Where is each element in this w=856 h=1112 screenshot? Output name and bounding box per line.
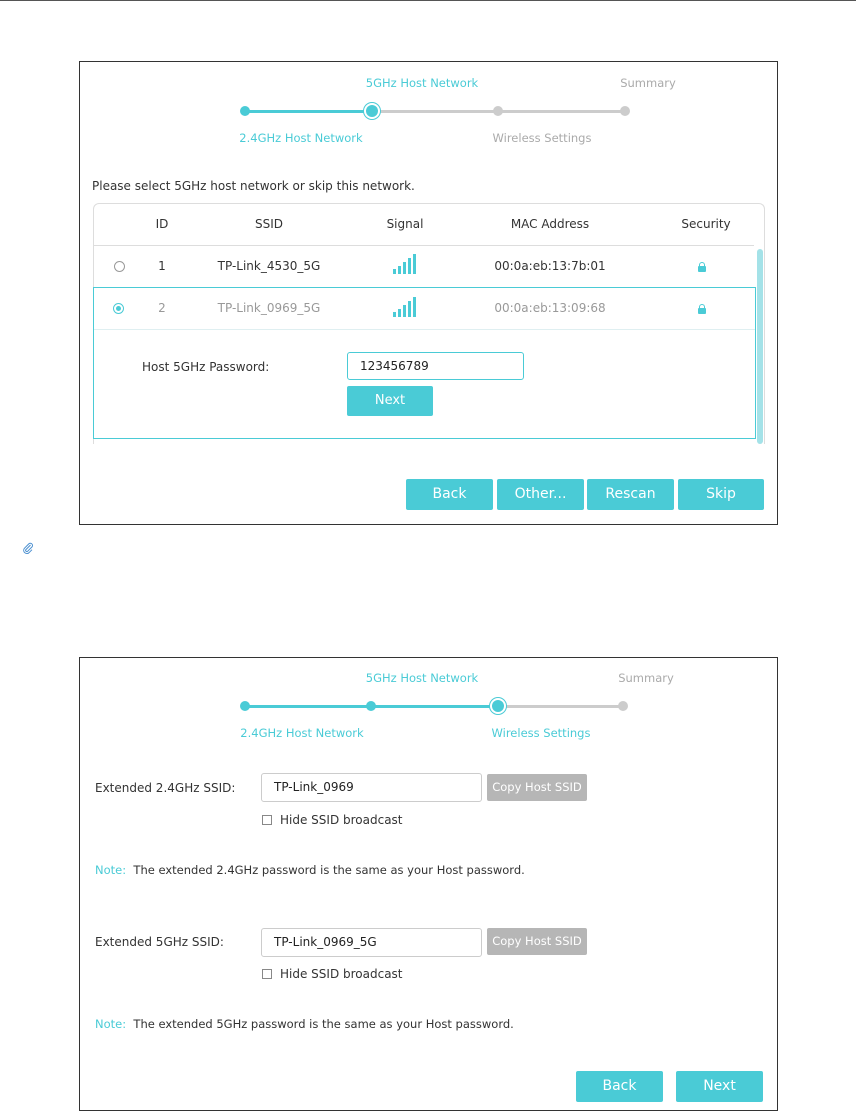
other-button[interactable]: Other... bbox=[497, 479, 584, 510]
step-label-24ghz-host: 2.4GHz Host Network bbox=[240, 726, 364, 740]
skip-button[interactable]: Skip bbox=[678, 479, 764, 510]
rescan-button[interactable]: Rescan bbox=[587, 479, 674, 510]
row-2-radio[interactable] bbox=[113, 303, 124, 314]
step-label-5ghz-host: 5GHz Host Network bbox=[365, 76, 479, 90]
row-2-id: 2 bbox=[158, 301, 166, 315]
step-label-5ghz-host: 5GHz Host Network bbox=[365, 671, 479, 685]
col-header-ssid: SSID bbox=[254, 217, 284, 231]
step-label-wireless-settings: Wireless Settings bbox=[491, 726, 591, 740]
back-button[interactable]: Back bbox=[576, 1071, 663, 1102]
back-button[interactable]: Back bbox=[406, 479, 493, 510]
col-header-signal: Signal bbox=[386, 217, 424, 231]
hide-ssid-24-checkbox[interactable] bbox=[262, 815, 272, 825]
lock-icon bbox=[698, 308, 706, 314]
row-2-mac: 00:0a:eb:13:09:68 bbox=[494, 301, 606, 315]
paperclip-icon bbox=[22, 542, 34, 554]
host-5ghz-network-panel bbox=[79, 61, 778, 525]
note-5-text: The extended 5GHz password is the same as your Host password. bbox=[133, 1017, 514, 1031]
step-label-summary: Summary bbox=[618, 671, 674, 685]
step-dot-1 bbox=[240, 106, 250, 116]
row-1-radio[interactable] bbox=[114, 261, 125, 272]
next-button[interactable]: Next bbox=[676, 1071, 763, 1102]
signal-bars-icon bbox=[393, 297, 416, 317]
step-label-24ghz-host: 2.4GHz Host Network bbox=[239, 131, 363, 145]
ext5-ssid-label: Extended 5GHz SSID: bbox=[95, 935, 224, 949]
copy-host-ssid-24-button[interactable]: Copy Host SSID bbox=[487, 774, 587, 801]
step-dot-2-current bbox=[366, 105, 378, 117]
note-24 bbox=[95, 863, 525, 877]
row-1-ssid: TP-Link_4530_5G bbox=[217, 259, 321, 273]
instruction-text: Please select 5GHz host network or skip this network. bbox=[92, 179, 415, 193]
step-dot-3-current bbox=[492, 700, 504, 712]
step-dot-3 bbox=[493, 106, 503, 116]
step-dot-1 bbox=[240, 701, 250, 711]
table-scrollbar[interactable] bbox=[757, 249, 763, 444]
table-row-2-expanded[interactable] bbox=[93, 287, 756, 439]
hide-ssid-24-label: Hide SSID broadcast bbox=[280, 813, 403, 827]
password-label: Host 5GHz Password: bbox=[142, 360, 270, 374]
row-1-id: 1 bbox=[158, 259, 166, 273]
password-input[interactable]: 123456789 bbox=[347, 352, 524, 380]
hide-ssid-5-label: Hide SSID broadcast bbox=[280, 967, 403, 981]
ext5-ssid-input[interactable]: TP-Link_0969_5G bbox=[261, 928, 482, 957]
ext24-ssid-label: Extended 2.4GHz SSID: bbox=[95, 781, 236, 795]
lock-icon bbox=[698, 266, 706, 272]
step-dot-2 bbox=[366, 701, 376, 711]
next-button[interactable]: Next bbox=[347, 386, 433, 416]
hide-ssid-5-checkbox[interactable] bbox=[262, 969, 272, 979]
row-2-ssid: TP-Link_0969_5G bbox=[217, 301, 321, 315]
step-label-wireless-settings: Wireless Settings bbox=[492, 131, 592, 145]
signal-bars-icon bbox=[393, 254, 416, 274]
ext24-ssid-input[interactable]: TP-Link_0969 bbox=[261, 773, 482, 802]
step-dot-4 bbox=[620, 106, 630, 116]
row-1-mac: 00:0a:eb:13:7b:01 bbox=[494, 259, 606, 273]
col-header-id: ID bbox=[155, 217, 169, 231]
note-5-prefix: Note: bbox=[95, 1017, 127, 1031]
stepper-track-pending bbox=[498, 705, 623, 708]
step-label-summary: Summary bbox=[620, 76, 676, 90]
step-dot-4 bbox=[618, 701, 628, 711]
note-5 bbox=[95, 1017, 514, 1031]
row-2-divider bbox=[94, 329, 755, 330]
top-rule bbox=[0, 0, 856, 1]
table-row-1[interactable] bbox=[94, 245, 754, 288]
col-header-security: Security bbox=[681, 217, 731, 231]
col-header-mac: MAC Address bbox=[510, 217, 590, 231]
copy-host-ssid-5-button[interactable]: Copy Host SSID bbox=[487, 928, 587, 955]
wireless-settings-panel bbox=[79, 657, 778, 1111]
note-24-text: The extended 2.4GHz password is the same as your Host password. bbox=[133, 863, 525, 877]
stepper-track-done bbox=[245, 110, 372, 113]
note-24-prefix: Note: bbox=[95, 863, 127, 877]
